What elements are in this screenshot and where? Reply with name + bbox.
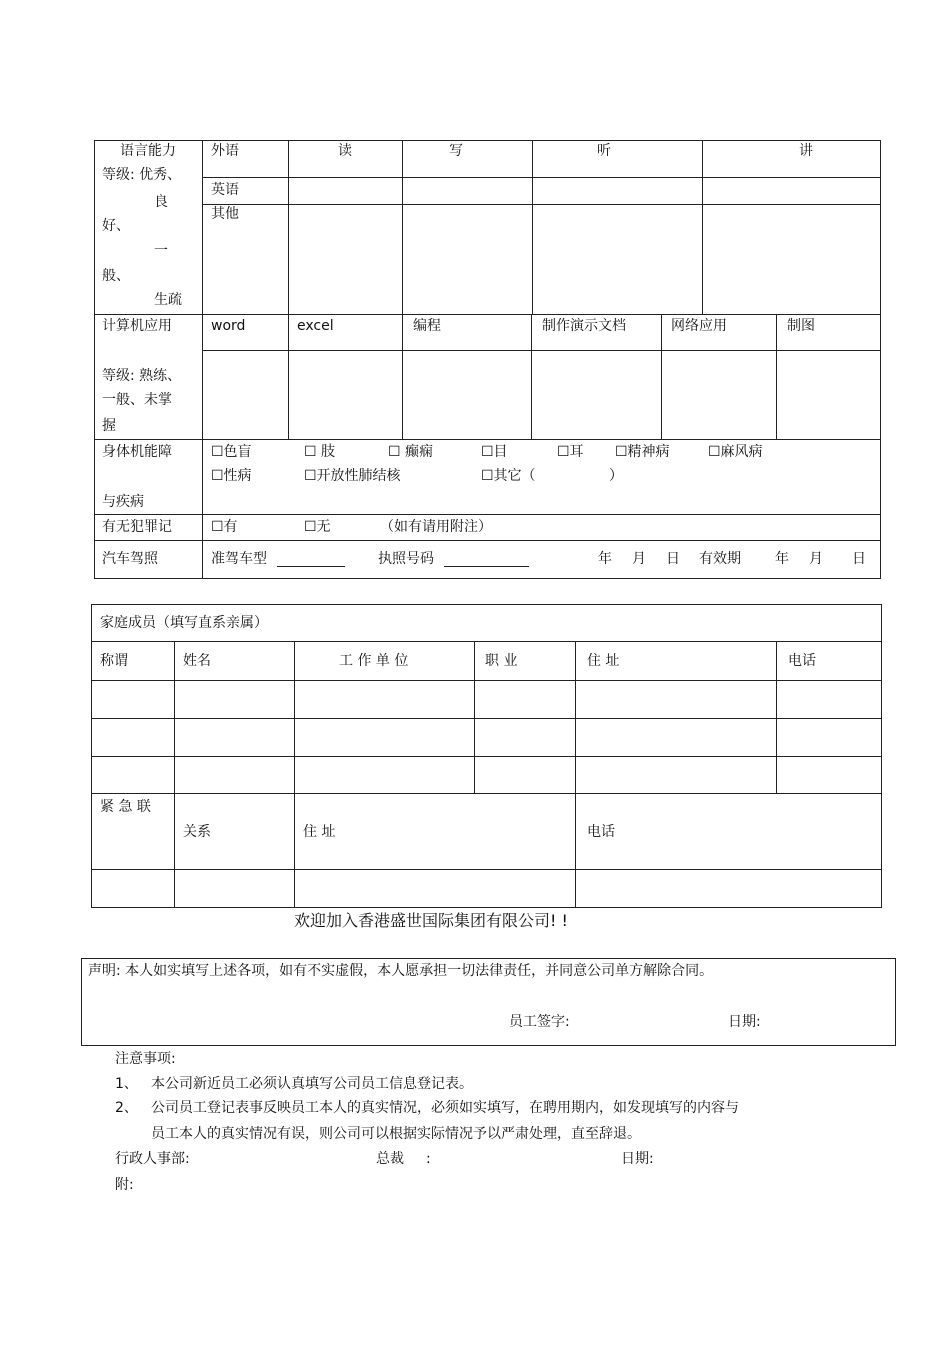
computer-level-2: 一般、未掌: [102, 392, 172, 408]
header-network: 网络应用: [671, 318, 727, 334]
license-year: 年: [598, 551, 612, 567]
emergency-header-relation: 关系: [183, 824, 211, 840]
checkbox-eye[interactable]: ☐目: [481, 444, 508, 460]
declaration-text: 声明: 本人如实填写上述各项，如有不实虚假，本人愿承担一切法律责任，并同意公司单方解除合同。: [88, 963, 714, 979]
header-excel: excel: [297, 318, 334, 334]
license-day-2: 日: [852, 551, 866, 567]
checkbox-ear[interactable]: ☐耳: [557, 444, 584, 460]
checkbox-color-blind[interactable]: ☐色盲: [211, 444, 252, 460]
header-read: 读: [338, 143, 352, 159]
license-type-label: 准驾车型: [211, 551, 267, 567]
emergency-header-address: 住 址: [303, 824, 336, 840]
header-drawing: 制图: [787, 318, 815, 334]
license-type-field[interactable]: [277, 552, 345, 567]
language-level-poor: 生疏: [154, 292, 182, 308]
checkbox-std[interactable]: ☐性病: [211, 468, 252, 484]
notes-item2-line2: 员工本人的真实情况有误，则公司可以根据实际情况予以严肃处理，直至辞退。: [151, 1126, 641, 1142]
row-other: 其他: [211, 206, 239, 222]
criminal-label: 有无犯罪记: [102, 519, 172, 535]
checkbox-other[interactable]: ☐其它（: [481, 468, 536, 484]
header-word: word: [211, 318, 246, 334]
language-level-general: 一: [154, 243, 168, 259]
family-header-relation: 称谓: [100, 653, 128, 669]
computer-level: 等级: 熟练、: [102, 368, 182, 384]
computer-label: 计算机应用: [102, 318, 172, 334]
checkbox-limb[interactable]: ☐ 肢: [304, 444, 336, 460]
checkbox-epilepsy[interactable]: ☐ 癫痫: [388, 444, 434, 460]
declaration-date[interactable]: 日期:: [728, 1014, 761, 1030]
family-header-workplace: 工 作 单 位: [339, 653, 409, 669]
family-header-phone: 电话: [788, 653, 816, 669]
notes-item1-num: 1、: [115, 1076, 138, 1092]
checkbox-other-close: ）: [609, 468, 623, 484]
header-write: 写: [449, 143, 463, 159]
family-header-address: 住 址: [587, 653, 620, 669]
footer-admin: 行政人事部:: [115, 1151, 190, 1167]
license-day: 日: [666, 551, 680, 567]
employee-signature[interactable]: 员工签字:: [509, 1014, 570, 1030]
language-level-general-2: 般、: [102, 268, 130, 284]
header-foreign-language: 外语: [211, 143, 239, 159]
license-year-2: 年: [775, 551, 789, 567]
license-month: 月: [632, 551, 646, 567]
family-title: 家庭成员（填写直系亲属）: [100, 615, 268, 631]
emergency-header-phone: 电话: [587, 824, 615, 840]
license-label: 汽车驾照: [102, 551, 158, 567]
computer-level-3: 握: [102, 418, 116, 434]
welcome-text: 欢迎加入香港盛世国际集团有限公司! !: [294, 911, 568, 930]
language-level-good: 良: [154, 194, 168, 210]
footer-date: 日期:: [621, 1151, 654, 1167]
checkbox-criminal-yes[interactable]: ☐有: [211, 519, 238, 535]
header-programming: 编程: [413, 318, 441, 334]
license-validity: 有效期: [699, 551, 741, 567]
emergency-label: 紧 急 联: [100, 799, 151, 815]
health-label-2: 与疾病: [102, 494, 144, 510]
footer-attach: 附:: [115, 1177, 134, 1193]
family-header-name: 姓名: [183, 653, 211, 669]
family-header-occupation: 职 业: [485, 653, 518, 669]
language-level-good-2: 好、: [102, 218, 130, 234]
language-level: 等级: 优秀、: [102, 167, 182, 183]
notes-title: 注意事项:: [115, 1051, 176, 1067]
checkbox-mental[interactable]: ☐精神病: [615, 444, 670, 460]
header-speak: 讲: [799, 143, 813, 159]
license-month-2: 月: [809, 551, 823, 567]
notes-item1: 本公司新近员工必须认真填写公司员工信息登记表。: [151, 1076, 473, 1092]
checkbox-tuberculosis[interactable]: ☐开放性肺结核: [304, 468, 401, 484]
checkbox-criminal-no[interactable]: ☐无: [304, 519, 331, 535]
footer-colon: :: [426, 1151, 431, 1167]
notes-item2-line1: 公司员工登记表事反映员工本人的真实情况，必须如实填写，在聘用期内，如发现填写的内容与: [151, 1100, 739, 1116]
row-english: 英语: [211, 182, 239, 198]
license-number-field[interactable]: [444, 552, 529, 567]
license-number-label: 执照号码: [378, 551, 434, 567]
language-label: 语言能力: [120, 143, 176, 159]
health-label: 身体机能障: [102, 444, 172, 460]
header-presentation: 制作演示文档: [542, 318, 626, 334]
header-listen: 听: [597, 143, 611, 159]
notes-item2-num: 2、: [115, 1100, 138, 1116]
checkbox-leprosy[interactable]: ☐麻风病: [708, 444, 763, 460]
criminal-note: （如有请用附注）: [380, 519, 492, 535]
footer-president: 总裁: [376, 1151, 404, 1167]
